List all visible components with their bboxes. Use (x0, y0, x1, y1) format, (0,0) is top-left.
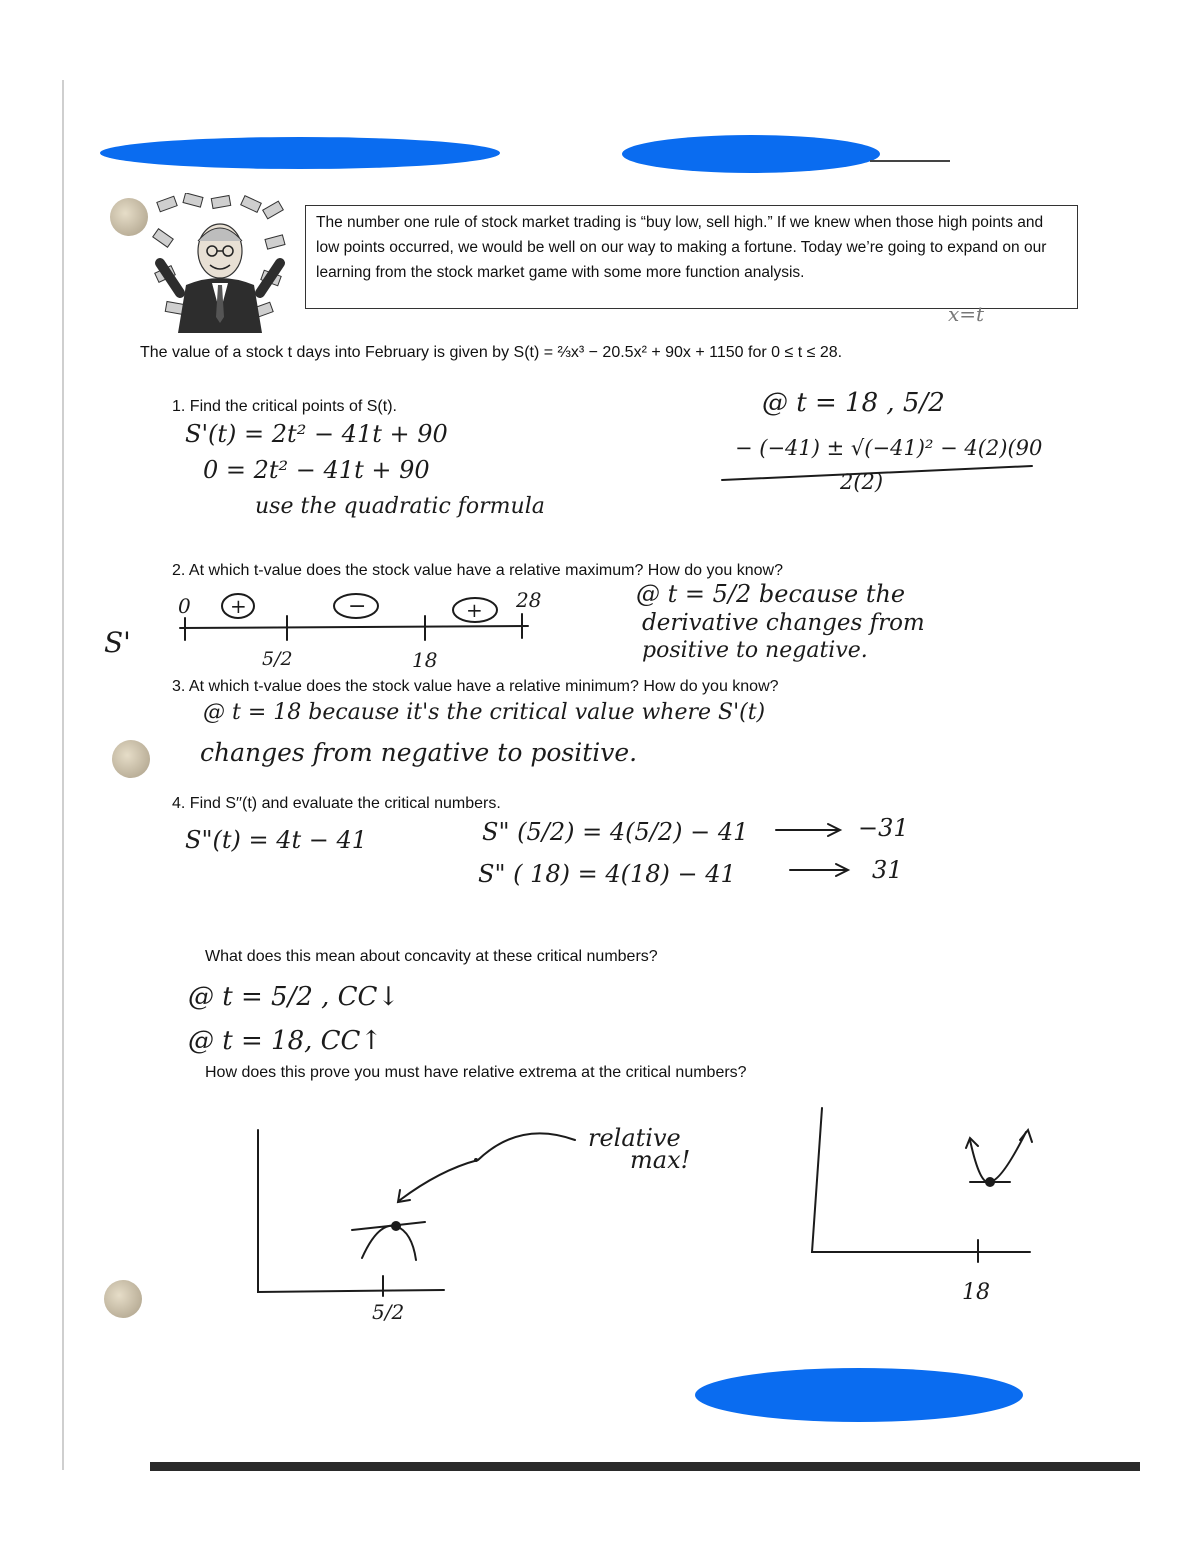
left-graph-tick-label: 5/2 (372, 1300, 405, 1324)
q4-eval-2: S" ( 18) = 4(18) − 41 (478, 860, 736, 888)
q4-second-derivative: S"(t) = 4t − 41 (185, 826, 368, 854)
numberline-side-label: S' (104, 626, 131, 659)
problem-statement: The value of a stock t days into February is given by S(t) = ⅔x³ − 20.5x² + 90x + 1150 for 0 ≤ t ≤ 28. (140, 344, 843, 361)
numberline-tick-label-2: 18 (412, 648, 438, 672)
q4-eval-1: S" (5/2) = 4(5/2) − 41 (482, 818, 749, 846)
question-2-label: 2. At which t-value does the stock value have a relative maximum? How do you know? (172, 562, 783, 579)
q2-answer-line-3: positive to negative. (642, 638, 868, 663)
q1-formula-denominator: 2(2) (840, 470, 884, 494)
q2-answer-line-1: @ t = 5/2 because the (636, 580, 906, 608)
concavity-line-2: @ t = 18, CC↑ (188, 1026, 383, 1056)
intro-text-box: The number one rule of stock market trading is “buy low, sell high.” If we knew when those high points and low points occurred, we would be well on our way to making a fortune. Today we’re going to expand on our learning from the stock market game with some more function analysis. (305, 205, 1078, 309)
q1-method: use the quadratic formula (255, 494, 545, 519)
right-graph-tick-label: 18 (962, 1280, 990, 1305)
q4-result-2: 31 (872, 856, 903, 884)
numberline-sign-positive-2: + (466, 598, 483, 622)
question-4-label: 4. Find S′′(t) and evaluate the critical numbers. (172, 795, 501, 812)
q1-formula-numerator: − (−41) ± √(−41)² − 4(2)(90 (735, 436, 1043, 460)
numberline-end: 28 (516, 588, 542, 612)
question-1-label: 1. Find the critical points of S(t). (172, 398, 397, 415)
q1-critical-points: @ t = 18 , 5/2 (762, 388, 945, 418)
numberline-sign-negative: − (348, 594, 367, 619)
relative-max-note-1: relative (588, 1124, 681, 1152)
numberline-tick-label-1: 5/2 (262, 648, 293, 670)
sign-chart-line (180, 626, 528, 628)
q1-derivative: S'(t) = 2t² − 41t + 90 (185, 420, 448, 448)
concavity-line-1: @ t = 5/2 , CC↓ (188, 982, 400, 1012)
q4-result-1: −31 (858, 814, 909, 842)
q2-answer-line-2: derivative changes from (642, 610, 925, 636)
numberline-sign-positive-1: + (230, 594, 247, 618)
q3-answer-line-1: @ t = 18 because it's the critical value where S'(t) (203, 700, 766, 725)
numberline-start: 0 (178, 594, 191, 618)
extrema-question: How does this prove you must have relative extrema at the critical numbers? (205, 1064, 747, 1081)
concavity-question: What does this mean about concavity at these critical numbers? (205, 948, 658, 965)
q3-answer-line-2: changes from negative to positive. (200, 738, 638, 767)
margin-note: x=t (948, 302, 985, 326)
relative-max-note-2: max! (630, 1146, 691, 1174)
q1-equation: 0 = 2t² − 41t + 90 (203, 456, 430, 484)
question-3-label: 3. At which t-value does the stock value have a relative minimum? How do you know? (172, 678, 779, 695)
